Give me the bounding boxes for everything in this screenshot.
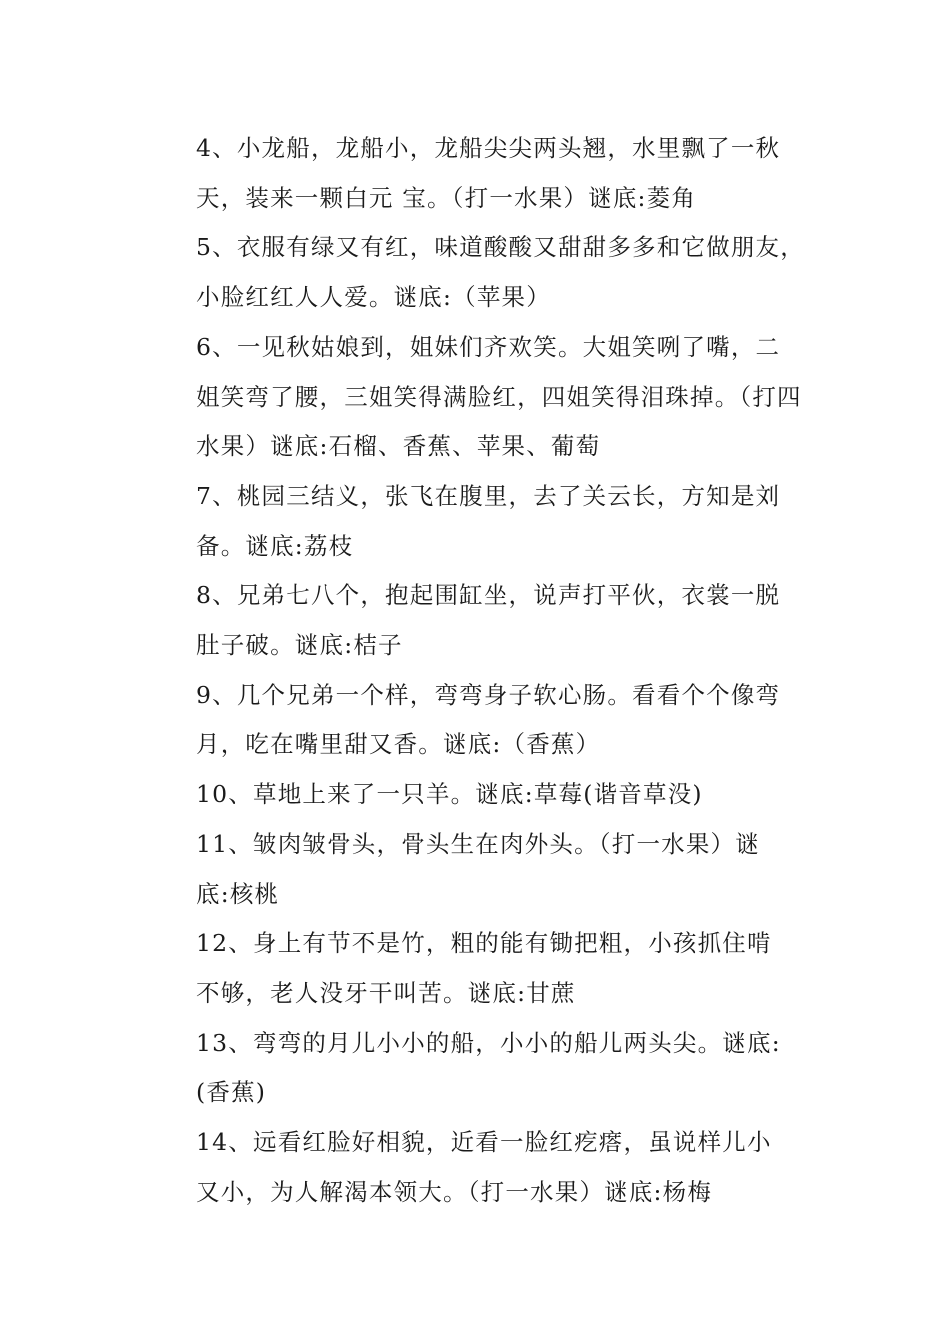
- text-line: 不够，老人没牙干叫苦。谜底:甘蔗: [196, 978, 576, 1007]
- text-line: (香蕉): [196, 1078, 267, 1107]
- text-line: 8、兄弟七八个，抱起围缸坐，说声打平伙，衣裳一脱: [196, 581, 781, 610]
- riddle-item: [146, 820, 822, 919]
- text-line: 4、小龙船，龙船小，龙船尖尖两头翘，水里飘了一秋: [196, 134, 781, 162]
- riddle-item: [146, 223, 822, 322]
- text-line: 12、身上有节不是竹，粗的能有锄把粗，小孩抓住啃: [196, 929, 772, 958]
- text-line: 7、桃园三结义，张飞在腹里，去了关云长，方知是刘: [196, 481, 781, 510]
- riddle-item: [146, 571, 822, 670]
- text-line: 11、皱肉皱骨头，骨头生在肉外头。（打一水果）谜: [196, 829, 760, 858]
- text-line: 水果）谜底:石榴、香蕉、苹果、葡萄: [196, 432, 601, 461]
- text-line: 备。谜底:荔枝: [196, 531, 354, 560]
- riddle-item: [146, 472, 822, 571]
- text-line: 14、远看红脸好相貌，近看一脸红疙瘩，虽说样儿小: [196, 1128, 772, 1157]
- riddle-list: [146, 124, 822, 1217]
- riddle-item: [146, 1019, 822, 1118]
- riddle-item: [146, 124, 822, 223]
- text-line: 底:核桃: [196, 879, 280, 908]
- text-line: 小脸红红人人爱。谜底:（苹果）: [196, 283, 551, 312]
- riddle-item: [146, 919, 822, 1018]
- text-line: 5、衣服有绿又有红，味道酸酸又甜甜多多和它做朋友，: [196, 233, 805, 262]
- text-line: 13、弯弯的月儿小小的船，小小的船儿两头尖。谜底:: [196, 1028, 781, 1057]
- text-line: 姐笑弯了腰，三姐笑得满脸红，四姐笑得泪珠掉。（打四: [196, 382, 802, 411]
- riddle-item: [146, 323, 822, 472]
- text-line: 肚子破。谜底:桔子: [196, 631, 403, 660]
- riddle-item: [146, 770, 822, 820]
- text-line: 9、几个兄弟一个样，弯弯身子软心肠。看看个个像弯: [196, 680, 781, 709]
- text-line: 10、草地上来了一只羊。谜底:草莓(谐音草没): [196, 780, 703, 809]
- text-line: 又小，为人解渴本领大。（打一水果）谜底:杨梅: [196, 1177, 713, 1206]
- text-line: 天，装来一颗白元 宝。（打一水果）谜底:菱角: [196, 183, 697, 212]
- text-line: 6、一见秋姑娘到，姐妹们齐欢笑。大姐笑咧了嘴，二: [196, 332, 781, 361]
- text-line: 月，吃在嘴里甜又香。谜底:（香蕉）: [196, 730, 601, 759]
- riddle-item: [146, 671, 822, 770]
- riddle-item: [146, 1118, 822, 1217]
